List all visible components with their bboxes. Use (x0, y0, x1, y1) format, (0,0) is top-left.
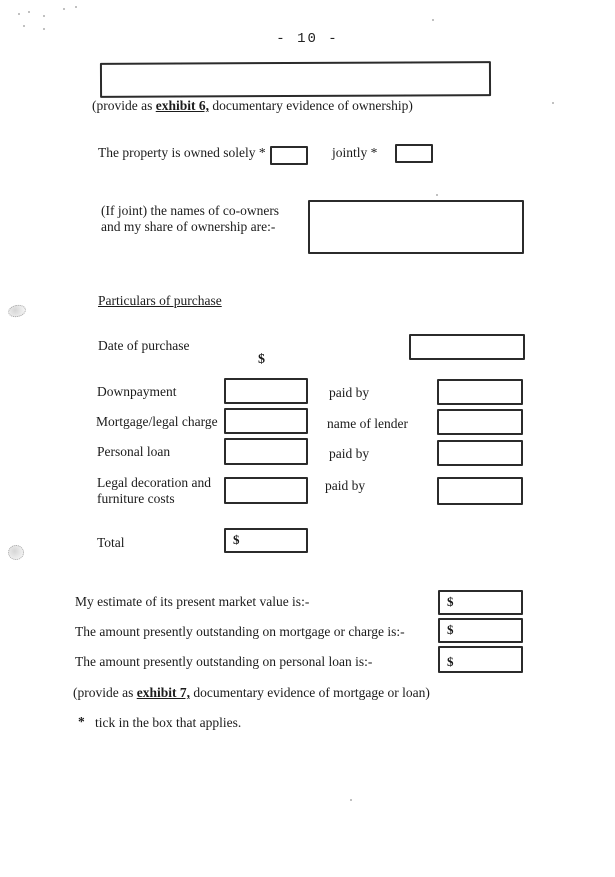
personal-loan-amount-box[interactable] (224, 438, 308, 465)
lender-name-label: name of lender (327, 416, 408, 431)
loan-outstanding-box[interactable] (438, 646, 523, 673)
legal-decoration-label-line1: Legal decoration and (97, 475, 211, 490)
scan-speck (43, 15, 45, 17)
joint-coowners-note (101, 203, 279, 235)
scan-speck (432, 19, 434, 21)
legal-decoration-paidby-label: paid by (325, 478, 366, 493)
personal-loan-label: Personal loan (97, 444, 171, 459)
footnote-text: tick in the box that applies. (95, 715, 242, 730)
total-amount-box[interactable] (224, 528, 308, 553)
date-of-purchase-label: Date of purchase (98, 338, 190, 353)
property-description-box[interactable] (100, 61, 491, 98)
exhibit-6-note (92, 98, 413, 114)
scan-speck (552, 102, 554, 104)
scan-speck (350, 799, 352, 801)
loan-outstanding-label: The amount presently outstanding on personal loan is:- (75, 654, 373, 669)
joint-note-line2: and my share of ownership are:- (101, 218, 276, 234)
downpayment-paidby-box[interactable] (437, 379, 523, 405)
downpayment-paidby-label: paid by (329, 385, 370, 400)
scan-speck (436, 194, 438, 196)
scan-speck (75, 6, 77, 8)
particulars-heading: Particulars of purchase (98, 293, 222, 308)
loan-outstanding-dollar-sign: $ (447, 654, 454, 669)
total-label: Total (97, 535, 125, 550)
legal-decoration-label-line2: furniture costs (97, 490, 175, 506)
mortgage-label: Mortgage/legal charge (96, 414, 218, 429)
jointly-label: jointly * (332, 145, 378, 160)
legal-decoration-amount-box[interactable] (224, 477, 308, 504)
solely-checkbox[interactable] (270, 146, 308, 165)
personal-loan-paidby-label: paid by (329, 446, 370, 461)
owned-solely-label: The property is owned solely * (98, 145, 266, 160)
exhibit-7-note-prefix: (provide as (73, 685, 137, 700)
downpayment-amount-box[interactable] (224, 378, 308, 404)
punch-hole-smudge (8, 545, 24, 560)
mortgage-outstanding-label: The amount presently outstanding on mortgage or charge is:- (75, 624, 405, 639)
legal-decoration-paidby-box[interactable] (437, 477, 523, 505)
scan-speck (43, 28, 45, 30)
exhibit-7-note-suffix: documentary evidence of mortgage or loan) (190, 685, 430, 700)
scan-speck (63, 8, 65, 10)
market-value-label: My estimate of its present market value is:- (75, 594, 310, 609)
punch-hole-smudge (7, 303, 27, 318)
exhibit-7-note (73, 685, 430, 701)
date-of-purchase-box[interactable] (409, 334, 525, 360)
mortgage-outstanding-dollar-sign: $ (447, 622, 454, 637)
exhibit-6-note-suffix: documentary evidence of ownership) (209, 98, 413, 113)
market-value-dollar-sign: $ (447, 594, 454, 609)
downpayment-label: Downpayment (97, 384, 177, 399)
jointly-checkbox[interactable] (395, 144, 433, 163)
lender-name-box[interactable] (437, 409, 523, 435)
mortgage-amount-box[interactable] (224, 408, 308, 434)
scan-speck (18, 13, 20, 15)
market-value-box[interactable] (438, 590, 523, 615)
exhibit-6-note-prefix: (provide as (92, 98, 156, 113)
footnote-asterisk: * (78, 714, 85, 729)
coowners-names-box[interactable] (308, 200, 524, 254)
total-dollar-sign: $ (233, 532, 240, 547)
mortgage-outstanding-box[interactable] (438, 618, 523, 643)
exhibit-6-label: exhibit 6, (155, 98, 209, 113)
exhibit-7-label: exhibit 7, (136, 685, 190, 700)
personal-loan-paidby-box[interactable] (437, 440, 523, 466)
currency-column-header: $ (258, 352, 265, 367)
joint-note-line1: (If joint) the names of co-owners (101, 203, 280, 218)
scan-speck (23, 25, 25, 27)
legal-decoration-label (97, 475, 211, 507)
scan-speck (28, 11, 30, 13)
page-number: - 10 - (276, 31, 339, 47)
